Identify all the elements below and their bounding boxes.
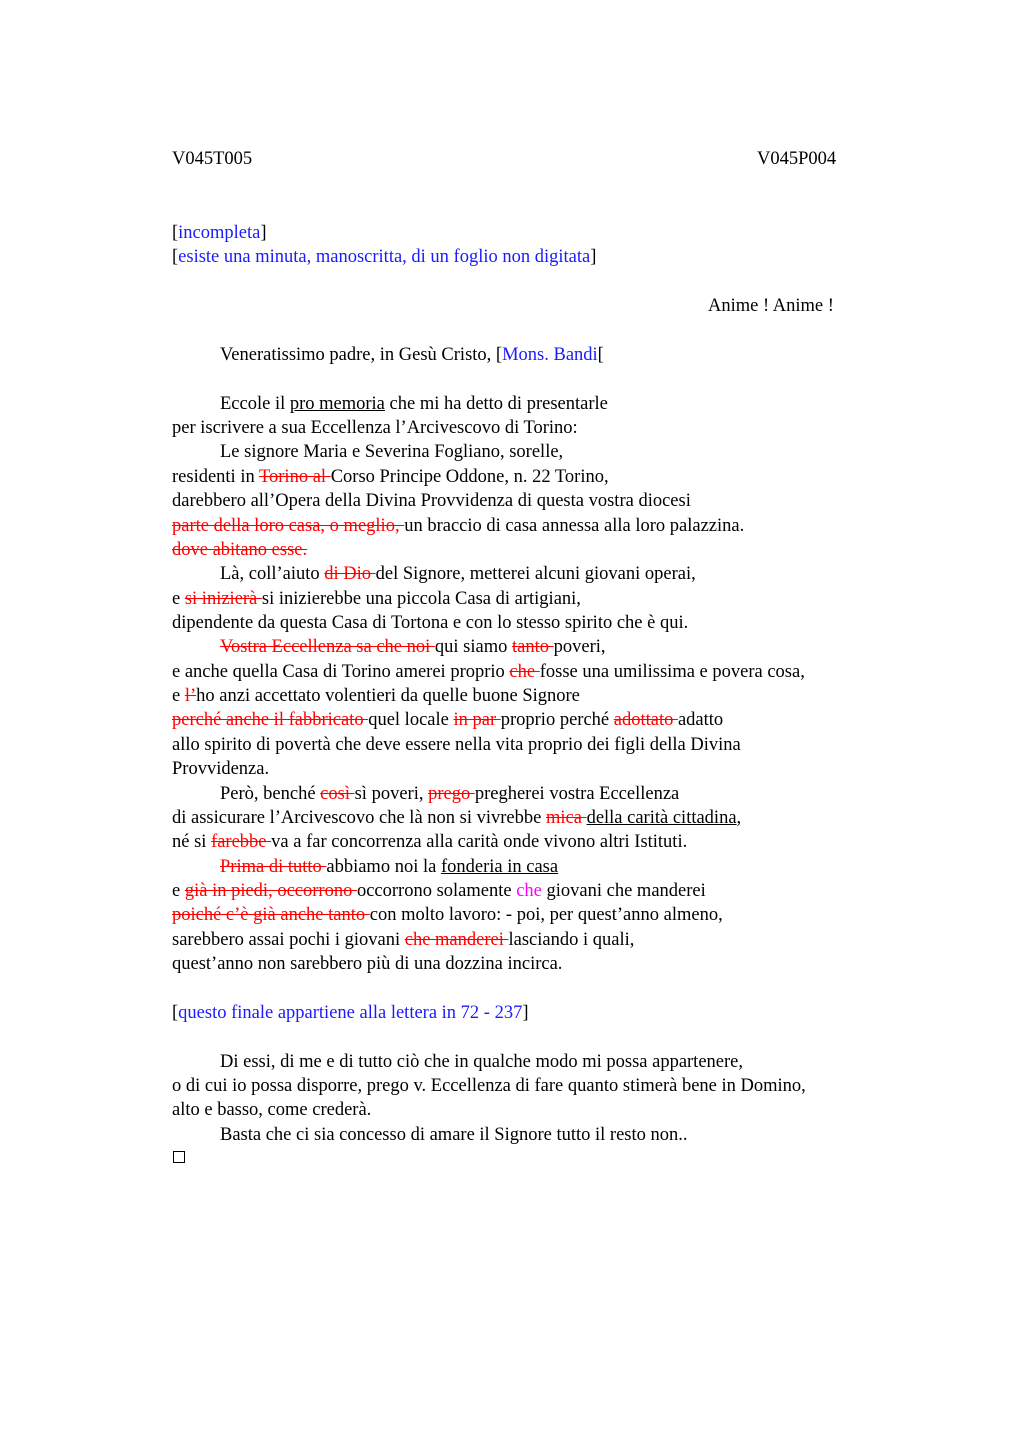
deleted-text: Prima di tutto xyxy=(220,857,327,877)
body-line xyxy=(220,635,606,659)
text: si inizierebbe una piccola Casa di artigiani, xyxy=(261,589,581,609)
salutation-text: Veneratissimo padre, in Gesù Cristo, [ xyxy=(220,345,503,365)
text: con molto lavoro: - poi, per quest’anno almeno, xyxy=(369,905,723,925)
text: e xyxy=(172,686,185,706)
body-line xyxy=(172,514,744,538)
text: lasciando i quali, xyxy=(508,930,635,950)
deleted-text: già in piedi, occorrono xyxy=(184,881,357,901)
deleted-text: Torino al xyxy=(259,467,331,487)
body-line xyxy=(172,684,580,708)
closing-line: Di essi, di me e di tutto ciò che in qualche modo mi possa appartenere, xyxy=(220,1052,743,1072)
text: adatto xyxy=(677,710,724,730)
text: proprio perché xyxy=(500,710,614,730)
underlined-text: pro memoria xyxy=(289,394,385,414)
text: e anche quella Casa di Torino amerei proprio xyxy=(172,662,510,682)
body-line xyxy=(172,465,609,489)
body-line xyxy=(220,855,558,879)
underlined-text: fonderia in casa xyxy=(440,857,559,877)
deleted-text: di Dio xyxy=(324,564,376,584)
deleted-text: farebbe xyxy=(211,832,272,852)
text: occorrono solamente xyxy=(356,881,517,901)
text: poveri, xyxy=(553,637,606,657)
body-line xyxy=(172,708,723,732)
body-line: quest’anno non sarebbero più di una dozzina incirca. xyxy=(172,954,563,974)
text: residenti in xyxy=(172,467,260,487)
text: un braccio di casa annessa alla loro palazzina. xyxy=(404,516,745,536)
text: qui siamo xyxy=(434,637,512,657)
text: Però, benché xyxy=(220,784,321,804)
body-line xyxy=(220,562,696,586)
body-line xyxy=(172,660,805,684)
editorial-note-incomplete: [incompleta] xyxy=(172,223,267,243)
underlined-text: della carità cittadina xyxy=(586,808,737,828)
deleted-text: Vostra Eccellenza sa che noi xyxy=(220,637,435,657)
deleted-text: dove abitano esse. xyxy=(172,540,308,560)
editorial-note-finale: [questo finale appartiene alla lettera in 72 - 237] xyxy=(172,1003,529,1023)
salutation-name: Mons. Bandi xyxy=(502,345,598,365)
deleted-text: l’ xyxy=(184,686,197,706)
deleted-text: prego xyxy=(428,784,475,804)
deleted-text: parte della loro casa, o meglio, xyxy=(172,516,405,536)
deleted-text: si inizierà xyxy=(184,589,262,609)
body-line xyxy=(172,538,307,562)
deleted-text: tanto xyxy=(511,637,554,657)
body-line xyxy=(172,903,723,927)
text: , xyxy=(736,808,742,828)
body-line xyxy=(220,392,608,416)
body-line: Provvidenza. xyxy=(172,759,270,779)
body-line xyxy=(172,830,687,854)
body-line: per iscrivere a sua Eccellenza l’Arcivescovo di Torino: xyxy=(172,418,578,438)
text: e xyxy=(172,881,185,901)
body-line xyxy=(220,782,679,806)
body-line xyxy=(172,879,706,903)
text: pregherei vostra Eccellenza xyxy=(474,784,680,804)
deleted-text: in par xyxy=(453,710,501,730)
deleted-text: mica xyxy=(545,808,587,828)
text: e xyxy=(172,589,185,609)
highlighted-text: che xyxy=(516,881,542,901)
body-line xyxy=(172,587,581,611)
closing-line: alto e basso, come crederà. xyxy=(172,1100,372,1120)
text: né si xyxy=(172,832,212,852)
body-line xyxy=(172,806,741,830)
text: che mi ha detto di presentarle xyxy=(384,394,608,414)
body-line xyxy=(172,928,634,952)
deleted-text: che manderei xyxy=(404,930,509,950)
salutation-close: [ xyxy=(597,345,604,365)
deleted-text: così xyxy=(320,784,355,804)
text: del Signore, metterei alcuni giovani operai, xyxy=(375,564,696,584)
note-text: esiste una minuta, manoscritta, di un foglio non digitata xyxy=(178,247,591,267)
text: abbiamo noi la xyxy=(326,857,441,877)
end-square-icon xyxy=(173,1151,185,1163)
document-code-right: V045P004 xyxy=(757,149,837,169)
motto: Anime ! Anime ! xyxy=(708,296,834,316)
closing-line: o di cui io possa disporre, prego v. Eccellenza di fare quanto stimerà bene in Domino, xyxy=(172,1076,806,1096)
body-line: allo spirito di povertà che deve essere nella vita proprio dei figli della Divina xyxy=(172,735,741,755)
text: giovani che manderei xyxy=(541,881,706,901)
body-line: darebbero all’Opera della Divina Provvidenza di questa vostra diocesi xyxy=(172,491,691,511)
text: sì poveri, xyxy=(354,784,429,804)
body-line: Le signore Maria e Severina Fogliano, sorelle, xyxy=(220,442,564,462)
text: Eccole il xyxy=(220,394,290,414)
text: quel locale xyxy=(368,710,454,730)
text: ho anzi accettato volentieri da quelle buone Signore xyxy=(196,686,580,706)
salutation xyxy=(220,343,604,367)
text: sarebbero assai pochi i giovani xyxy=(172,930,405,950)
note-text: questo finale appartiene alla lettera in 72 - 237 xyxy=(178,1003,523,1023)
deleted-text: adottato xyxy=(613,710,678,730)
editorial-note-minuta: [esiste una minuta, manoscritta, di un foglio non digitata] xyxy=(172,247,597,267)
note-text: incompleta xyxy=(178,223,261,243)
text: Là, coll’aiuto xyxy=(220,564,325,584)
document-code-left: V045T005 xyxy=(172,149,253,169)
text: fosse una umilissima e povera cosa, xyxy=(539,662,805,682)
deleted-text: che xyxy=(509,662,540,682)
body-line: dipendente da questa Casa di Tortona e con lo stesso spirito che è qui. xyxy=(172,613,689,633)
text: Corso Principe Oddone, n. 22 Torino, xyxy=(330,467,609,487)
deleted-text: perché anche il fabbricato xyxy=(172,710,369,730)
text: di assicurare l’Arcivescovo che là non si vivrebbe xyxy=(172,808,546,828)
deleted-text: poiché c’è già anche tanto xyxy=(172,905,370,925)
text: va a far concorrenza alla carità onde vivono altri Istituti. xyxy=(271,832,688,852)
closing-line: Basta che ci sia concesso di amare il Signore tutto il resto non.. xyxy=(220,1125,688,1145)
